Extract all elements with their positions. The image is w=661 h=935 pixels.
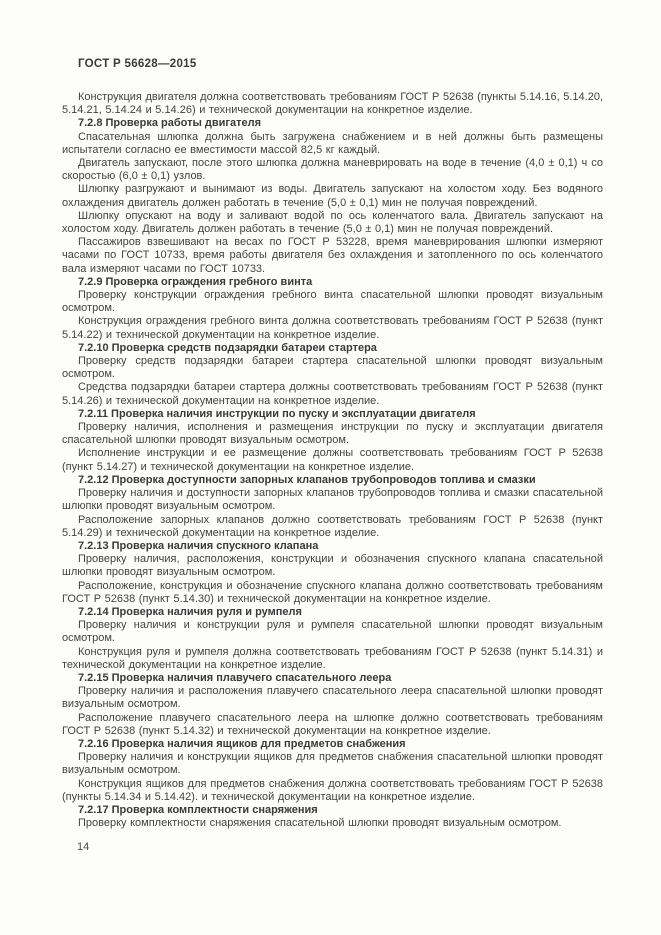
section-heading: 7.2.13 Проверка наличия спускного клапана [78,539,319,552]
paragraph: Проверку наличия и конструкции ящиков для предметов снабжения спасательной шлюпки проводят визуальным осмотром. [62,751,603,777]
section-heading: 7.2.15 Проверка наличия плавучего спасательного леера [78,671,392,684]
section-heading: 7.2.16 Проверка наличия ящиков для предметов снабжения [78,737,406,750]
paragraph: Конструкция ограждения гребного винта должна соответствовать требованиям ГОСТ Р 52638 (пункт 5.14.22) и технической документации на конкретное изделие. [62,315,603,341]
paragraph: Конструкция руля и румпеля должна соответствовать требованиям ГОСТ Р 52638 (пункт 5.14.31) и технической документации на конкретное изделие. [62,645,603,671]
paragraph: Проверку наличия, расположения, конструкции и обозначения спускного клапана спасательной шлюпки проводят визуальным осмотром. [62,553,603,579]
paragraph: Шлюпку опускают на воду и заливают водой по ось коленчатого вала. Двигатель запускают на холостом ходу. Двигатель должен работать в течение (5,0 ± 0,1) мин не получая повреждений. [62,209,603,236]
paragraph: Средства подзарядки батареи стартера должны соответствовать требованиям ГОСТ Р 52638 (пункт 5.14.26) и технической документации на конкретное изделие. [62,381,603,407]
page-number: 14 [77,841,90,853]
paragraph: Пассажиров взвешивают на весах по ГОСТ Р 53228, время маневрирования шлюпки измеряют часами по ГОСТ 10733, время работы двигателя без охлаждения и затопленного по ось коленчатого вала измеряют часами по ГОСТ 10733. [62,236,603,275]
section-heading: 7.2.10 Проверка средств подзарядки батареи стартера [78,341,377,354]
paragraph: Проверку наличия, исполнения и размещения инструкции по пуску и эксплуатации двигателя спасательной шлюпки проводят визуальным осмотром. [62,421,603,447]
paragraph: Проверку конструкции ограждения гребного винта спасательной шлюпки проводят визуальным осмотром. [62,289,603,315]
paragraph: Проверку наличия и конструкции руля и румпеля спасательной шлюпки проводят визуальным осмотром. [62,619,603,645]
document-body [62,91,603,830]
paragraph: Конструкция ящиков для предметов снабжения должна соответствовать требованиям ГОСТ Р 52638 (пункты 5.14.34 и 5.14.42). и технической документации на конкретное изделие. [62,777,603,803]
section-heading: 7.2.12 Проверка доступности запорных клапанов трубопроводов топлива и смазки [78,473,536,486]
paragraph: Проверку наличия и доступности запорных клапанов трубопроводов топлива и смазки спасательной шлюпки проводят визуальным осмотром. [62,487,603,513]
paragraph: Проверку наличия и расположения плавучего спасательного леера спасательной шлюпки проводят визуальным осмотром. [62,685,603,711]
paragraph: Спасательная шлюпка должна быть загружена снабжением и в ней должны быть размещены испытатели согласно ее вместимости массой 82,5 кг каждый. [62,130,603,156]
paragraph: Расположение плавучего спасательного леера на шлюпке должно соответствовать требованиям ГОСТ Р 52638 (пункт 5.14.32) и технической документации на конкретное изделие. [62,711,603,737]
paragraph: Расположение запорных клапанов должно соответствовать требованиям ГОСТ Р 52638 (пункт 5.14.29) и технической документации на конкретное изделие. [62,513,603,539]
paragraph: Проверку средств подзарядки батареи стартера спасательной шлюпки проводят визуальным осмотром. [62,355,603,381]
section-heading: 7.2.14 Проверка наличия руля и румпеля [78,605,302,618]
document-header-title: ГОСТ Р 56628—2015 [78,58,197,70]
section-heading: 7.2.17 Проверка комплектности снаряжения [78,803,318,816]
section-heading: 7.2.11 Проверка наличия инструкции по пуску и эксплуатации двигателя [78,407,476,420]
paragraph: Исполнение инструкции и ее размещение должны соответствовать требованиям ГОСТ Р 52638 (пункт 5.14.27) и технической документации на конкретное изделие. [62,447,603,473]
section-heading: 7.2.8 Проверка работы двигателя [78,117,262,130]
paragraph: Проверку комплектности снаряжения спасательной шлюпки проводят визуальным осмотром. [78,817,562,830]
paragraph: Конструкция двигателя должна соответствовать требованиям ГОСТ Р 52638 (пункты 5.14.16, 5.14.20, 5.14.21, 5.14.24 и 5.14.26) и технической документации на конкретное изделие. [62,91,603,117]
paragraph: Двигатель запускают, после этого шлюпка должна маневрировать на воде в течение (4,0 ± 0,1) ч со скоростью (6,0 ± 0,1) узлов. [62,157,603,183]
section-heading: 7.2.9 Проверка ограждения гребного винта [78,275,313,288]
paragraph: Шлюпку разгружают и вынимают из воды. Двигатель запускают на холостом ходу. Без водяного охлаждения двигатель должен работать в течение (5,0 ± 0,1) мин не получая повреждений. [62,183,603,209]
paragraph: Расположение, конструкция и обозначение спускного клапана должно соответствовать требованиям ГОСТ Р 52638 (пункт 5.14.30) и технической документации на конкретное изделие. [62,579,603,605]
